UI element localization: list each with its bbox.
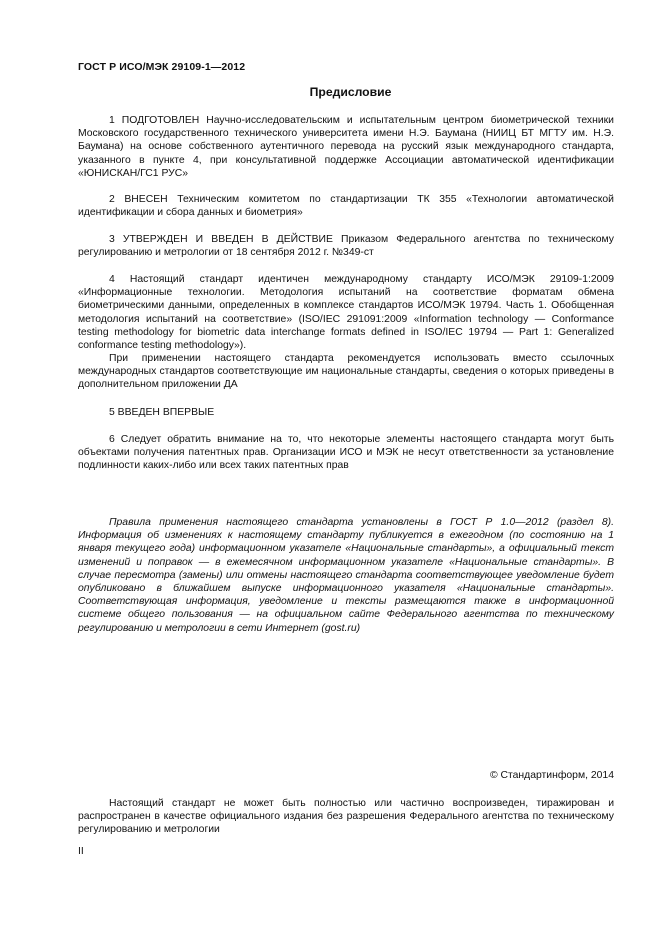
paragraph-submitted: 2 ВНЕСЕН Техническим комитетом по стандартизации ТК 355 «Технологии автоматической идентификации и сбора данных и биометрия» xyxy=(78,194,614,219)
section-title: Предисловие xyxy=(309,85,392,99)
paragraph-prepared: 1 ПОДГОТОВЛЕН Научно-исследовательским и испытательным центром биометрической техники Московского государственного технического университета имени Н.Э. Баумана (НИИЦ БТ МГТУ им. Н.Э. Баумана) на основе собственного аутентичного перевода на русский язык международного стандарта, указанного в пункте 4, при консультативной поддержке Ассоциации автоматической идентификации «ЮНИСКАН/ГС1 РУС» xyxy=(78,115,614,179)
paragraph-references: При применении настоящего стандарта рекомендуется использовать вместо ссылочных международных стандартов соответствующие им национальные стандарты, сведения о которых приведены в дополнительном приложении ДА xyxy=(78,353,614,391)
page-number: II xyxy=(78,846,84,857)
paragraph-patents: 6 Следует обратить внимание на то, что некоторые элементы настоящего стандарта могут быть объектами получения патентных прав. Организации ИСО и МЭК не несут ответственности за установление подлинности каких-либо или всех таких патентных прав xyxy=(78,434,614,472)
reproduction-notice: Настоящий стандарт не может быть полностью или частично воспроизведен, тиражирован и распространен в качестве официального издания без разрешения Федерального агентства по техническому регулированию и метрологии xyxy=(78,798,614,836)
paragraph-identical: 4 Настоящий стандарт идентичен международному стандарту ИСО/МЭК 29109-1:2009 «Информационные технологии. Методология испытаний на соответствие форматам обмена биометрическими данными, определенных в комплексе стандартов ИСО/МЭК 19794. Часть 1. Обобщенная методология испытаний на соответствие» (ISO/IEC 291091:2009 «Information technology — Conformance testing methodology for biometric data interchange formats defined in ISO/IEC 19794 — Part 1: Generalized conformance testing methodology»). xyxy=(78,274,614,352)
document-header: ГОСТ Р ИСО/МЭК 29109-1—2012 xyxy=(78,61,246,73)
paragraph-approved: 3 УТВЕРЖДЕН И ВВЕДЕН В ДЕЙСТВИЕ Приказом Федерального агентства по техническому регулированию и метрологии от 18 сентября 2012 г. №349-ст xyxy=(78,234,614,259)
paragraph-first-introduced: 5 ВВЕДЕН ВПЕРВЫЕ xyxy=(109,407,215,418)
application-rules-notice: Правила применения настоящего стандарта установлены в ГОСТ Р 1.0—2012 (раздел 8). Информация об изменениях к настоящему стандарту публикуется в ежегодном (по состоянию на 1 января текущего года) информационном указателе «Национальные стандарты», а официальный текст изменений и поправок — в ежемесячном информационном указателе «Национальные стандарты». В случае пересмотра (замены) или отмены настоящего стандарта соответствующее уведомление будет опубликовано в ближайшем выпуске информационного указателя «Национальные стандарты». Соответствующая информация, уведомление и тексты размещаются также в информационной системе общего пользования — на официальном сайте Федерального агентства по техническому регулированию и метрологии в сети Интернет (gost.ru) xyxy=(78,517,614,634)
copyright-line: © Стандартинформ, 2014 xyxy=(489,770,614,781)
